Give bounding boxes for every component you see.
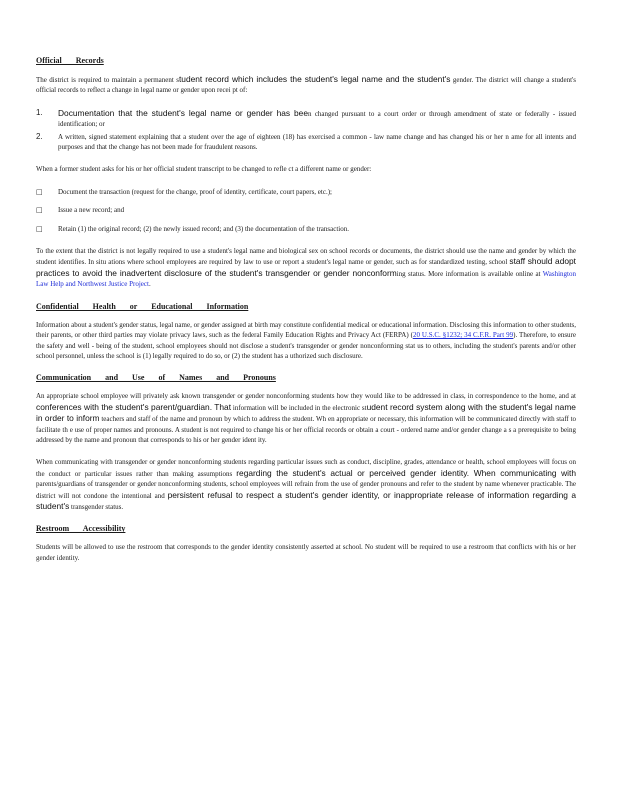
intro-text-b: tudent record which includes the student's legal name and the student's bbox=[178, 74, 451, 84]
official-records-intro bbox=[36, 74, 576, 96]
legal-extent-text: To the extent that the district is not legally required to use a student's legal name and biological sex on school records or documents, the district should use the name and gender by which the student identifies. In situ ations where school employees are required by law to use or report a student's legal name or gender, such as for standardized testing, school staff should adopt practices to avoid the inadvertent disclosure of the student's transgender or gender nonconforming status. More information is available online at Washington Law Help and Northwest Justice Project. bbox=[36, 247, 577, 289]
communication-para-2: When communicating with transgender or gender nonconforming students regarding particular issues such as conduct, discipline, grades, attendance or health, school employees will focus on the conduct or particular issues rather than making assumptions regarding the student's actual or perceived gender identity. When communicating with parents/guardians of transgender or gender nonconforming students, school employees will refrain from the use of gender pronouns and refer to the student by name whenever practicable. The district will not condone the intentional and persistent refusal to respect a student's gender identity, or inappropriate release of information regarding a student's transgender status. bbox=[36, 458, 577, 511]
bullet-square-icon: □ bbox=[36, 187, 43, 196]
intro-text-c: gender. The district will change a student's official records to reflect a change in legal name or gender upon recei pt of: bbox=[36, 76, 577, 95]
communication-heading: Communication and Use of Names and Pronouns bbox=[36, 373, 276, 383]
list-text-a: Documentation that the student's legal name or gender has bee bbox=[58, 107, 308, 118]
document-page bbox=[36, 56, 576, 575]
list-text-b: A written, signed statement explaining that a student over the age of eighteen (18) has exercised a common - law name change and has changed his or her n ame for all intents and purposes and that the change has not been made for fraudulent reasons. bbox=[58, 132, 576, 152]
list-number: 1. bbox=[36, 107, 43, 117]
documentation-list bbox=[36, 108, 576, 153]
restroom-heading: Restroom Accessibility bbox=[36, 524, 126, 534]
transaction-bullets bbox=[36, 187, 576, 234]
list-item bbox=[36, 132, 576, 153]
bullet-item: □ Document the transaction (request for the change, proof of identity, certificate, court papers, etc.); bbox=[36, 187, 332, 196]
confidential-heading: Confidential Health or Educational Information bbox=[36, 301, 249, 311]
bullet-square-icon: □ bbox=[36, 224, 43, 233]
former-student-text: When a former student asks for his or her official student transcript to be changed to refle ct a different name or gender: bbox=[36, 165, 372, 174]
official-records-heading: Official Records bbox=[36, 56, 104, 65]
list-item bbox=[36, 108, 576, 130]
intro-text-a: The district is required to maintain a permanent s bbox=[36, 76, 179, 84]
bullet-item: □ Issue a new record; and bbox=[36, 206, 125, 215]
list-number: 2. bbox=[36, 131, 43, 141]
washington-law-help-link[interactable]: Washington Law Help and Northwest Justice Project bbox=[36, 269, 577, 289]
confidential-text: Information about a student's gender status, legal name, or gender assigned at birth may constitute confidential medical or educational information. Disclosing this information to other students, their parents, or other third parties may violate privacy laws, such as the federal Family Education Rights and Privacy Act (FERPA) (20 U.S.C. §1232; 34 C.F.R. Part 99). Therefore, to ensure the safety and well - being of the student, school employees should not disclose a student's transgender or gender nonconforming stat us to others, including the student's parents and/or other school personnel, unless the school is (1) legally required to do so, or (2) the student has a uthorized such disclosure. bbox=[36, 320, 576, 360]
restroom-text: Students will be allowed to use the restroom that corresponds to the gender identity consistently asserted at school. No student will be required to use a restroom that conflicts with his or her gender identity. bbox=[36, 543, 576, 562]
communication-para-1: An appropriate school employee will privately ask known transgender or gender nonconforming students how they would like to be addressed in class, in correspondence to the home, and at conferences with the student's parent/guardian. That information will be included in the electronic student record system along with the student's legal name in order to inform teachers and staff of the name and pronoun by which to address the student. Wh en appropriate or necessary, this information will be communicated directly with staff to facilitate th e use of proper names and pronouns. A student is not required to change his or her official records or obtain a court - ordered name and/or gender change a s a prerequisite to being addressed by the name and pronoun that corresponds to his or her gender ident ity. bbox=[36, 392, 577, 444]
bullet-square-icon: □ bbox=[36, 206, 43, 215]
bullet-item: □ Retain (1) the original record; (2) the newly issued record; and (3) the documentation of the transaction. bbox=[36, 224, 349, 233]
list-text-b: n changed pursuant to a court order or through amendment of state or federally - issued identification; or bbox=[58, 109, 576, 129]
ferpa-citation-link[interactable]: 20 U.S.C. §1232; 34 C.F.R. Part 99 bbox=[412, 331, 514, 340]
